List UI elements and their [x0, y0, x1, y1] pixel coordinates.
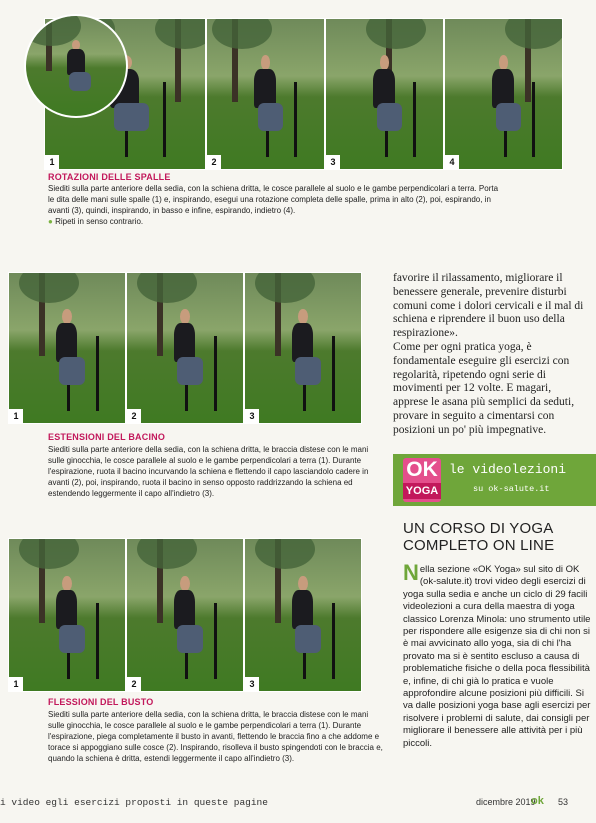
- header-site: su ok-salute.it: [473, 484, 550, 494]
- section-note: Ripeti in senso contrario.: [55, 217, 144, 226]
- footer-date: dicembre 2019: [476, 797, 536, 807]
- exercise-photo-4: [444, 18, 563, 170]
- photo-number: 3: [245, 409, 259, 423]
- section-text-flessioni: Siediti sulla parte anteriore della sedia, con la schiena dritta, le braccia distese con le mani sulle ginocchia, le cosce parallele al suolo e le gambe perpendicolari a terra (1). Durante l'espirazione, piega completamente il busto in avanti, flettendo le braccia fino a che addome e torace si appoggiano sulle cosce (2). Inspirando, risolleva il busto spingendoti con le braccia e, quando la schiena è dritta, estendi leggermente il capo all'indietro (3).: [48, 710, 383, 763]
- column-paragraph-2: Come per ogni pratica yoga, è fondamentale eseguire gli esercizi con regolarità, ripetendo ogni serie di movimenti per 12 volte. E magari, apprese le asana più semplici da seduti, provare in seguito a cimentarsi con posizioni un po' più impegnative.: [393, 340, 575, 436]
- section-text-estensioni: Siediti sulla parte anteriore della sedia, con la schiena dritta, le braccia distese con le mani sulle ginocchia, le cosce parallele al suolo e le gambe perpendicolari a terra (1). Durante l'espirazione, ruota il bacino incurvando la schiena e flettendo il capo lasciandolo cadere in avanti (2), poi, inspirando, ruota il bacino in senso opposto raddrizzando la schiena ed estendendo leggermente il capo all'indietro (3).: [48, 445, 369, 498]
- footer-caption: i video egli esercizi proposti in queste pagine: [0, 797, 268, 808]
- logo-yoga-text: YOGA: [403, 483, 441, 499]
- photo-number: 1: [45, 155, 59, 169]
- drop-cap: N: [403, 560, 419, 585]
- exercise-photo-2: [206, 18, 325, 170]
- exercise-photo-7: [244, 272, 362, 424]
- exercise-photo-6: [126, 272, 244, 424]
- ok-yoga-box: [393, 454, 596, 776]
- section-title-flessioni: FLESSIONI DEL BUSTO: [48, 697, 154, 707]
- exercise-photo-8: [8, 538, 126, 692]
- section-title-rotazioni: ROTAZIONI DELLE SPALLE: [48, 172, 171, 182]
- photo-number: 4: [445, 155, 459, 169]
- photo-number: 2: [127, 677, 141, 691]
- page-number: 53: [558, 797, 569, 807]
- photo-number: 2: [127, 409, 141, 423]
- box-title: UN CORSO DI YOGA COMPLETO ON LINE: [403, 520, 555, 554]
- exercise-photo-3: [325, 18, 444, 170]
- footer-ok-logo: ok: [531, 795, 544, 807]
- photo-number: 2: [207, 155, 221, 169]
- box-body: ella sezione «OK Yoga» sul sito di OK (ok-salute.it) trovi video degli esercizi di yoga sulla sedia e anche un ciclo di 29 facili videolezioni a cura della maestra di yoga classico Lorenza Minola: uno strumento utile per rispondere alle esigenze sia di chi non si è mai avvicinato allo yoga, sia di chi l'ha provato ma si è sentito escluso a causa di problematiche fisiche o della poca flessibilità e, infine, di chi già lo pratica e vuole approfondire alcune posizioni più difficili. Si va dalle posizioni yoga base agli esercizi per risolvere i problemi di salute, dai consigli per migliorare il benessere alle attività per i più piccoli.: [403, 564, 591, 749]
- photo-number: 3: [326, 155, 340, 169]
- photo-number: 3: [245, 677, 259, 691]
- ok-yoga-logo: [403, 458, 441, 502]
- box-text: [403, 560, 595, 750]
- photo-number: 1: [9, 409, 23, 423]
- column-paragraph-1: favorire il rilassamento, migliorare il benessere generale, prevenire disturbi comuni come i dolori cervicali e il mal di schiena e riprendere il buon uso della respirazione».: [393, 272, 584, 340]
- exercise-photo-9: [126, 538, 244, 692]
- header-label: le videolezioni: [449, 462, 567, 477]
- bullet-icon: ●: [48, 217, 53, 226]
- column-text: [393, 272, 589, 438]
- logo-ok-text: OK: [406, 458, 438, 481]
- section-body: Siediti sulla parte anteriore della sedia, con la schiena dritta, le cosce parallele al suolo e le gambe perpendicolari a terra. Porta le dita delle mani sulle spalle (1) e, inspirando, esegui una rotazione completa delle spalle, prima in alto (2), poi, espirando, in avanti (3), quindi, inspirando, in basso e infine, espirando, indietro (4).: [48, 184, 499, 215]
- exercise-photo-5: [8, 272, 126, 424]
- exercise-photo-1-circle: [24, 14, 128, 118]
- photo-number: 1: [9, 677, 23, 691]
- ok-yoga-header: [393, 454, 596, 506]
- exercise-photo-10: [244, 538, 362, 692]
- section-text-rotazioni: [48, 183, 503, 227]
- section-title-estensioni: ESTENSIONI DEL BACINO: [48, 432, 166, 442]
